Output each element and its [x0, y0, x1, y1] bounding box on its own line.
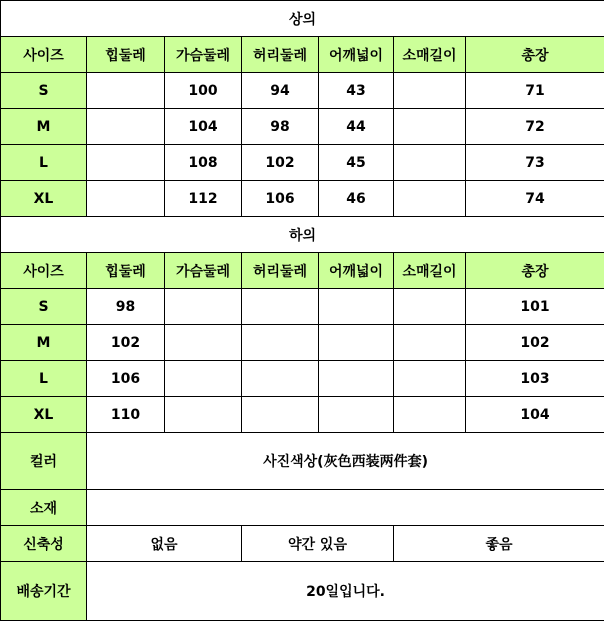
bottoms-column-header: 사이즈 [1, 253, 87, 289]
delivery-label: 배송기간 [1, 562, 87, 621]
tops-header-row [1, 37, 604, 73]
tops-column-header: 소매길이 [394, 37, 466, 73]
tops-table-cell: 74 [466, 181, 604, 217]
color-label: 컬러 [1, 433, 87, 490]
delivery-row [1, 562, 604, 621]
tops-table-row [1, 109, 604, 145]
bottoms-column-header: 허리둘레 [242, 253, 319, 289]
bottoms-table-cell [319, 397, 394, 433]
bottoms-column-header: 소매길이 [394, 253, 466, 289]
bottoms-table-cell: 103 [466, 361, 604, 397]
bottoms-table-cell [165, 397, 242, 433]
stretch-option-some: 약간 있음 [242, 526, 394, 562]
delivery-value: 20일입니다. [87, 562, 604, 621]
tops-table-cell: 106 [242, 181, 319, 217]
bottoms-column-header: 어깨넓이 [319, 253, 394, 289]
bottoms-table-cell [242, 361, 319, 397]
tops-title-row [1, 1, 604, 37]
bottoms-size-label: XL [1, 397, 87, 433]
bottoms-table-cell [165, 289, 242, 325]
tops-table-cell: 98 [242, 109, 319, 145]
bottoms-table-cell [242, 397, 319, 433]
tops-column-header: 어깨넓이 [319, 37, 394, 73]
stretch-option-good: 좋음 [394, 526, 604, 562]
tops-table-cell: 73 [466, 145, 604, 181]
bottoms-section-title: 하의 [1, 217, 604, 253]
tops-table-cell: 46 [319, 181, 394, 217]
bottoms-table-cell: 104 [466, 397, 604, 433]
bottoms-header-row [1, 253, 604, 289]
bottoms-table-row [1, 325, 604, 361]
material-label: 소재 [1, 490, 87, 526]
tops-table-cell: 100 [165, 73, 242, 109]
bottoms-table-cell [319, 325, 394, 361]
stretch-option-none: 없음 [87, 526, 242, 562]
tops-table-cell [394, 181, 466, 217]
tops-table-cell: 43 [319, 73, 394, 109]
bottoms-table-cell [319, 289, 394, 325]
tops-table-cell: 104 [165, 109, 242, 145]
tops-table-cell [87, 73, 165, 109]
bottoms-table-cell [165, 325, 242, 361]
bottoms-table-cell [242, 325, 319, 361]
tops-table-cell: 71 [466, 73, 604, 109]
stretch-row [1, 526, 604, 562]
bottoms-table-cell: 102 [466, 325, 604, 361]
bottoms-table-cell: 106 [87, 361, 165, 397]
bottoms-table-cell: 102 [87, 325, 165, 361]
bottoms-table-row [1, 361, 604, 397]
tops-column-header: 사이즈 [1, 37, 87, 73]
bottoms-table-cell: 101 [466, 289, 604, 325]
tops-table-cell: 45 [319, 145, 394, 181]
tops-table-row [1, 73, 604, 109]
stretch-label: 신축성 [1, 526, 87, 562]
tops-column-header: 허리둘레 [242, 37, 319, 73]
color-row [1, 433, 604, 490]
bottoms-title-row [1, 217, 604, 253]
bottoms-table-cell [394, 325, 466, 361]
tops-table-cell [87, 145, 165, 181]
tops-table-cell [394, 73, 466, 109]
tops-table-cell: 102 [242, 145, 319, 181]
bottoms-table-row [1, 397, 604, 433]
tops-table-cell: 108 [165, 145, 242, 181]
bottoms-column-header: 총장 [466, 253, 604, 289]
color-value: 사진색상(灰色西装两件套) [87, 433, 604, 490]
tops-size-label: L [1, 145, 87, 181]
tops-size-label: S [1, 73, 87, 109]
size-chart-body [1, 1, 604, 621]
bottoms-table-cell [242, 289, 319, 325]
tops-column-header: 힙둘레 [87, 37, 165, 73]
bottoms-size-label: L [1, 361, 87, 397]
tops-table-cell [87, 109, 165, 145]
tops-table-cell: 44 [319, 109, 394, 145]
bottoms-size-label: S [1, 289, 87, 325]
tops-table-cell [394, 145, 466, 181]
bottoms-table-cell [394, 361, 466, 397]
tops-table-cell: 72 [466, 109, 604, 145]
tops-column-header: 총장 [466, 37, 604, 73]
bottoms-column-header: 가슴둘레 [165, 253, 242, 289]
material-value [87, 490, 604, 526]
tops-section-title: 상의 [1, 1, 604, 37]
bottoms-table-cell [165, 361, 242, 397]
tops-table-row [1, 145, 604, 181]
bottoms-table-cell [394, 289, 466, 325]
tops-table-cell [394, 109, 466, 145]
bottoms-table-cell [319, 361, 394, 397]
tops-table-row [1, 181, 604, 217]
bottoms-table-cell: 98 [87, 289, 165, 325]
tops-table-cell: 94 [242, 73, 319, 109]
bottoms-table-row [1, 289, 604, 325]
tops-size-label: M [1, 109, 87, 145]
material-row [1, 490, 604, 526]
tops-column-header: 가슴둘레 [165, 37, 242, 73]
tops-size-label: XL [1, 181, 87, 217]
bottoms-table-cell [394, 397, 466, 433]
bottoms-size-label: M [1, 325, 87, 361]
tops-table-cell: 112 [165, 181, 242, 217]
bottoms-column-header: 힙둘레 [87, 253, 165, 289]
bottoms-table-cell: 110 [87, 397, 165, 433]
tops-table-cell [87, 181, 165, 217]
